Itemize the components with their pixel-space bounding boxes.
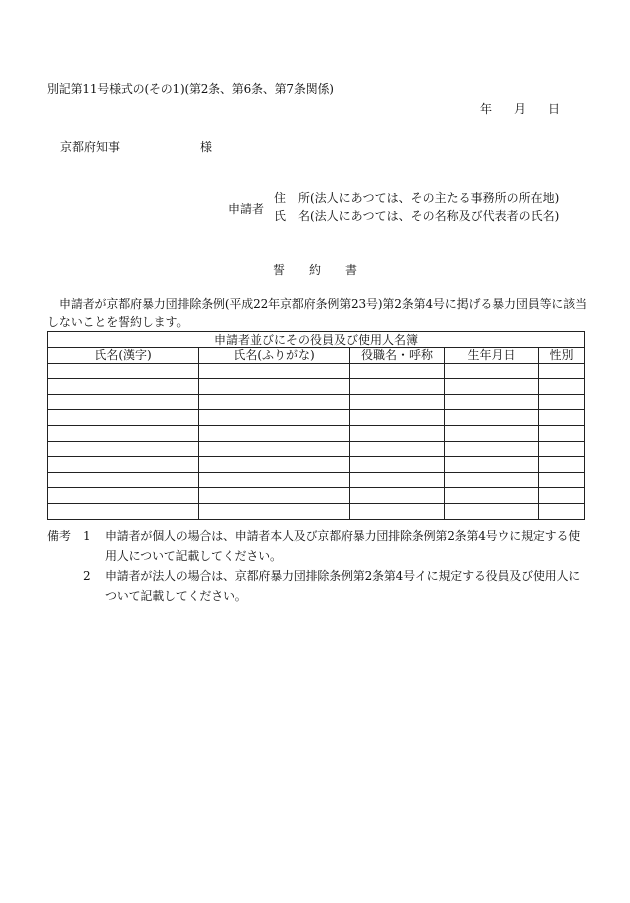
table-row (48, 472, 585, 488)
cell-gender[interactable] (539, 394, 585, 410)
cell-position[interactable] (350, 425, 445, 441)
date-line (480, 100, 560, 117)
cell-birthdate[interactable] (445, 441, 539, 457)
note-text: 申請者が法人の場合は、京都府暴力団排除条例第2条第4号イに規定する役員及び使用人について記載してください。 (105, 569, 581, 603)
note-text: 申請者が個人の場合は、申請者本人及び京都府暴力団排除条例第2条第4号ウに規定する使用人について記載してください。 (105, 529, 581, 563)
addressee-honorific: 様 (200, 140, 213, 154)
cell-gender[interactable] (539, 472, 585, 488)
header-gender: 性別 (539, 348, 585, 364)
cell-birthdate[interactable] (445, 410, 539, 426)
cell-name-kanji[interactable] (48, 441, 199, 457)
cell-name-furigana[interactable] (199, 394, 350, 410)
cell-gender[interactable] (539, 503, 585, 519)
header-name-furigana: 氏名(ふりがな) (199, 348, 350, 364)
cell-birthdate[interactable] (445, 363, 539, 379)
cell-position[interactable] (350, 441, 445, 457)
header-position: 役職名・呼称 (350, 348, 445, 364)
cell-birthdate[interactable] (445, 457, 539, 473)
cell-position[interactable] (350, 488, 445, 504)
applicant-address-line: 住 所(法人にあつては、その主たる事務所の所在地) (274, 191, 560, 205)
note-indent (47, 566, 83, 606)
cell-name-kanji[interactable] (48, 472, 199, 488)
cell-gender[interactable] (539, 441, 585, 457)
note-item (47, 566, 587, 606)
note-number: 2 (83, 569, 91, 583)
note-item (47, 526, 587, 566)
cell-name-furigana[interactable] (199, 488, 350, 504)
cell-name-furigana[interactable] (199, 441, 350, 457)
cell-name-kanji[interactable] (48, 503, 199, 519)
table-row (48, 379, 585, 395)
applicant-label: 申請者 (228, 202, 265, 216)
date-month: 月 (514, 102, 527, 116)
cell-name-furigana[interactable] (199, 457, 350, 473)
cell-name-furigana[interactable] (199, 363, 350, 379)
cell-gender[interactable] (539, 379, 585, 395)
cell-birthdate[interactable] (445, 503, 539, 519)
cell-position[interactable] (350, 363, 445, 379)
document-title (273, 261, 357, 278)
table-body (48, 363, 585, 519)
pledge-text: 申請者が京都府暴力団排除条例(平成22年京都府条例第23号)第2条第4号に掲げる暴力団員等に該当しないことを誓約します。 (47, 297, 587, 329)
cell-gender[interactable] (539, 363, 585, 379)
cell-position[interactable] (350, 472, 445, 488)
roster-table (47, 331, 585, 520)
applicant-name-line: 氏 名(法人にあつては、その名称及び代表者の氏名) (274, 209, 560, 223)
cell-name-furigana[interactable] (199, 410, 350, 426)
cell-name-furigana[interactable] (199, 503, 350, 519)
form-number: 別記第11号様式の(その1)(第2条、第6条、第7条関係) (47, 82, 334, 96)
cell-name-furigana[interactable] (199, 379, 350, 395)
cell-birthdate[interactable] (445, 394, 539, 410)
table-caption: 申請者並びにその役員及び使用人名簿 (48, 332, 585, 348)
cell-birthdate[interactable] (445, 488, 539, 504)
cell-birthdate[interactable] (445, 379, 539, 395)
table-row (48, 363, 585, 379)
cell-name-kanji[interactable] (48, 425, 199, 441)
applicant-fields (274, 189, 559, 225)
cell-gender[interactable] (539, 488, 585, 504)
cell-position[interactable] (350, 379, 445, 395)
cell-name-furigana[interactable] (199, 425, 350, 441)
cell-birthdate[interactable] (445, 472, 539, 488)
cell-birthdate[interactable] (445, 425, 539, 441)
cell-name-kanji[interactable] (48, 379, 199, 395)
cell-gender[interactable] (539, 425, 585, 441)
notes-section (47, 526, 587, 606)
cell-gender[interactable] (539, 457, 585, 473)
cell-name-furigana[interactable] (199, 472, 350, 488)
table-row (48, 488, 585, 504)
notes-heading: 備考 (47, 529, 72, 543)
cell-name-kanji[interactable] (48, 457, 199, 473)
table-row (48, 425, 585, 441)
table-row (48, 457, 585, 473)
cell-name-kanji[interactable] (48, 394, 199, 410)
table-row (48, 503, 585, 519)
cell-gender[interactable] (539, 410, 585, 426)
addressee-name: 京都府知事 (60, 140, 121, 154)
cell-position[interactable] (350, 503, 445, 519)
table-header-row (48, 348, 585, 364)
note-number: 1 (83, 529, 91, 543)
header-name-kanji: 氏名(漢字) (48, 348, 199, 364)
title-char-2: 約 (309, 263, 322, 277)
header-birthdate: 生年月日 (445, 348, 539, 364)
title-char-1: 誓 (273, 263, 286, 277)
date-day: 日 (548, 102, 561, 116)
table-row (48, 410, 585, 426)
table-row (48, 394, 585, 410)
table-row (48, 441, 585, 457)
date-year: 年 (480, 102, 493, 116)
cell-name-kanji[interactable] (48, 410, 199, 426)
cell-position[interactable] (350, 457, 445, 473)
cell-position[interactable] (350, 410, 445, 426)
cell-position[interactable] (350, 394, 445, 410)
cell-name-kanji[interactable] (48, 363, 199, 379)
cell-name-kanji[interactable] (48, 488, 199, 504)
title-char-3: 書 (345, 263, 358, 277)
